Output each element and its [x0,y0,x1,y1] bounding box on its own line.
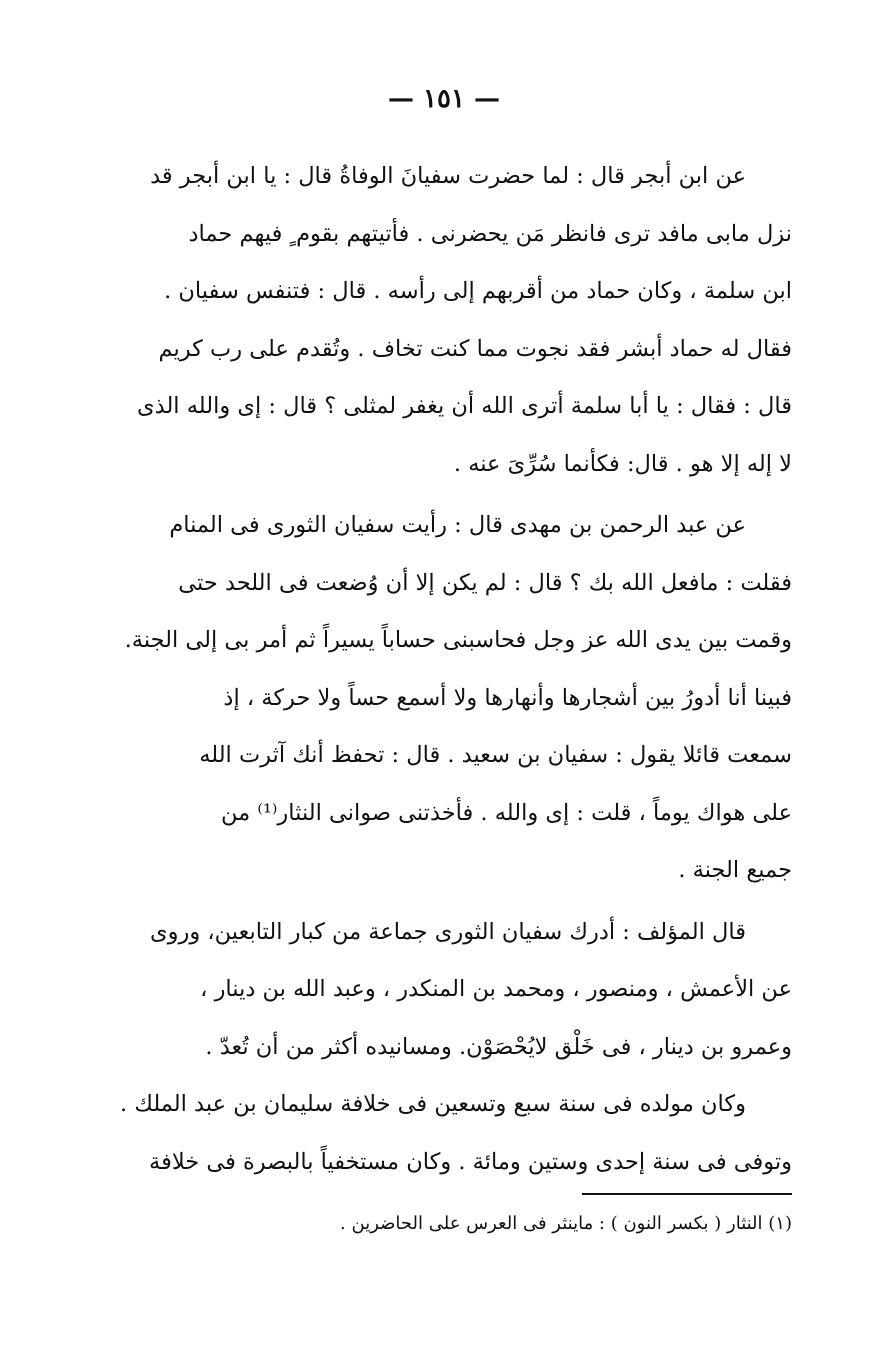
page-number: — ١٥١ — [387,84,501,114]
text-line: ابن سلمة ، وكان حماد من أقربهم إلى رأسه . قال : فتنفس سفيان . [164,278,792,304]
text-line: قال : فقال : يا أبا سلمة أترى الله أن يغفر لمثلى ؟ قال : إى والله الذى [137,393,792,419]
paragraph-4 [120,1076,792,1191]
text-line: فقلت : مافعل الله بك ؟ قال : لم يكن إلا أن وُضعت فى اللحد حتى [178,569,792,596]
text-line: وعمرو بن دينار ، فى خَلْق لايُحْصَوْن. ومسانيده أكثر من أن تُعدّ . [205,1033,792,1060]
text-line: قال المؤلف : أدرك سفيان الثورى جماعة من كبار التابعين، وروى [150,918,746,945]
text-line: فقال له حماد أبشر فقد نجوت مما كنت تخاف . وتُقدم على رب كريم [158,335,792,362]
text-line: وكان مولده فى سنة سبع وتسعين فى خلافة سليمان بن عبد الملك . [120,1091,746,1117]
text-line: وقمت بين يدى الله عز وجل فحاسبنى حساباً يسيراً ثم أمر بى إلى الجنة. [124,627,792,653]
text-line: عن الأعمش ، ومنصور ، ومحمد بن المنكدر ، وعبد الله بن دينار ، [200,976,792,1002]
text-line: نزل مابى مافد ترى فانظر مَن يحضرنى . فأتيتهم بقوم ٍ فيهم حماد [188,220,792,247]
text-line: سمعت قائلا يقول : سفيان بن سعيد . قال : تحفظ أنك آثرت الله [199,742,792,768]
text-line: جميع الجنة . [678,857,792,883]
footnote-divider [582,1193,792,1195]
paragraph-3 [140,904,792,1077]
text-line: وتوفى فى سنة إحدى وستين ومائة . وكان مستخفياً بالبصرة فى خلافة [149,1148,792,1175]
footnote: (١) النثار ( بكسر النون ) : ماينثر فى العرس على الحاضرين . [340,1213,792,1234]
body-text [120,148,792,1191]
text-line: عن ابن أبجر قال : لما حضرت سفيانَ الوفاةُ قال : يا ابن أبجر قد [150,163,746,189]
paragraph-2 [124,497,792,900]
text-line: فبينا أنا أدورُ بين أشجارها وأنهارها ولا أسمع حساً ولا حركة ، إذ [223,684,792,711]
text-line: عن عبد الرحمن بن مهدى قال : رأيت سفيان الثورى فى المنام [169,512,746,538]
paragraph-1 [137,148,792,493]
text-line: على هواك يوماً ، قلت : إى والله . فأخذتنى صوانى النثار⁽¹⁾ من [221,799,792,826]
text-line: لا إله إلا هو . قال: فكأنما سُرِّىَ عنه . [453,450,792,477]
